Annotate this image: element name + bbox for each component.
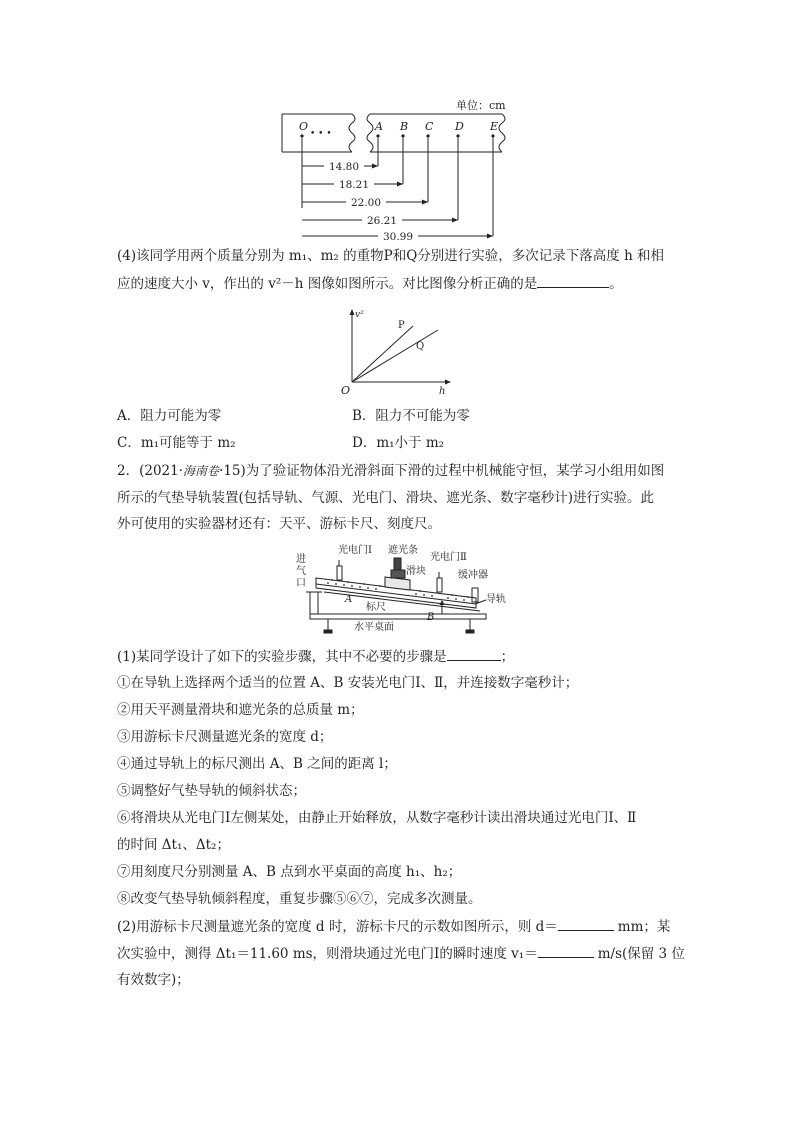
tape-distance-oc: 22.00 [350, 197, 382, 209]
q4-answer-blank[interactable] [537, 273, 609, 288]
tape-dots: • • • [310, 129, 332, 139]
q2-line-3: 外可使用的实验器材还有：天平、游标卡尺、刻度尺。 [117, 516, 441, 532]
q2-source: 海南卷 [183, 464, 220, 478]
part2-d-blank[interactable] [558, 916, 614, 931]
v2-h-graph [338, 306, 458, 398]
step-6-continued: 的时间 Δt₁、Δt₂； [117, 837, 230, 853]
apparatus-label-gate-1: 光电门Ⅰ [338, 545, 372, 556]
apparatus-label-slider: 滑块 [406, 566, 426, 577]
tape-distance-ab: 14.80 [328, 161, 360, 173]
part2-line-2-text: 次实验中，测得 Δt₁＝11.60 ms，则滑块通过光电门Ⅰ的瞬时速度 v₁＝ [117, 946, 538, 962]
part2-v1-blank[interactable] [538, 943, 594, 958]
tape-point-b: B [400, 120, 409, 133]
air-track-apparatus [290, 540, 512, 640]
v2-h-graph-origin: O [341, 384, 351, 397]
part1-answer-blank[interactable] [447, 646, 501, 661]
q2-number: 2．(2021· [117, 463, 184, 479]
option-b[interactable]: B．阻力不可能为零 [352, 408, 470, 424]
part1-intro-end: ； [500, 649, 515, 665]
part2-line-2 [117, 943, 685, 964]
v2-h-graph-y-label: v² [355, 310, 364, 320]
step-4: ④通过导轨上的标尺测出 A、B 之间的距离 l； [117, 756, 397, 772]
step-3: ③用游标卡尺测量遮光条的宽度 d； [117, 729, 333, 745]
step-7: ⑦用刻度尺分别测量 A、B 点到水平桌面的高度 h₁、h₂； [117, 864, 462, 880]
step-8: ⑧改变气垫导轨倾斜程度，重复步骤⑤⑥⑦，完成多次测量。 [117, 891, 482, 907]
part2-line-3: 有效数字)； [117, 972, 190, 988]
apparatus-label-shade: 遮光条 [388, 545, 418, 556]
step-2: ②用天平测量滑块和遮光条的总质量 m； [117, 702, 364, 718]
apparatus-label-rail: 导轨 [486, 594, 506, 605]
part2-line-2-end: m/s(保留 3 位 [597, 946, 685, 962]
part1-intro [117, 646, 514, 667]
part1-intro-text: (1)某同学设计了如下的实验步骤，其中不必要的步骤是 [117, 649, 447, 665]
v2-h-graph-series-q: Q [416, 341, 425, 352]
part2-line-1-text: (2)用游标卡尺测量遮光条的宽度 d 时，游标卡尺的示数如图所示，则 d＝ [117, 919, 558, 935]
tape-point-c: C [425, 120, 434, 133]
v2-h-graph-x-label: h [439, 386, 446, 397]
apparatus-label-inlet-1: 进 [296, 554, 306, 565]
apparatus-label-inlet-2: 气 [296, 566, 306, 577]
tape-point-o: O [299, 120, 309, 133]
apparatus-label-a: A [345, 594, 353, 605]
q4-line-1: (4)该同学用两个质量分别为 m₁、m₂ 的重物P和Q分别进行实验，多次记录下落高度 h 和相 [117, 248, 665, 264]
tape-distance-ob: 18.21 [338, 179, 370, 191]
tape-point-e: E [490, 120, 499, 133]
q4-line-2 [117, 273, 623, 294]
line-q [352, 330, 438, 382]
apparatus-label-table: 水平桌面 [354, 622, 394, 633]
option-c[interactable]: C．m₁可能等于 m₂ [117, 435, 236, 451]
paper-tape-figure [270, 96, 520, 244]
q2-line-1 [117, 461, 664, 481]
q2-line-1-text: ·15)为了验证物体沿光滑斜面下滑的过程中机械能守恒，某学习小组用如图 [219, 463, 665, 479]
tape-unit: 单位：cm [456, 99, 506, 112]
option-d[interactable]: D．m₁小于 m₂ [352, 435, 445, 451]
step-5: ⑤调整好气垫导轨的倾斜状态； [117, 783, 306, 799]
tape-distance-oe: 30.99 [382, 231, 414, 243]
tape-point-a: A [375, 120, 383, 133]
apparatus-label-gate-2: 光电门Ⅱ [430, 552, 467, 563]
apparatus-label-buffer: 缓冲器 [458, 570, 488, 581]
apparatus-label-inlet-3: 口 [296, 578, 306, 589]
tape-distance-od: 26.21 [366, 215, 398, 227]
v2-h-graph-series-p: P [398, 320, 405, 331]
part2-line-1-end: mm；某 [617, 919, 671, 935]
tape-point-d: D [455, 120, 464, 133]
part2-line-1 [117, 916, 670, 937]
q2-line-2: 所示的气垫导轨装置(包括导轨、气源、光电门、滑块、遮光条、数字毫秒计)进行实验。此 [117, 490, 655, 506]
apparatus-label-b: B [427, 612, 435, 623]
step-1: ①在导轨上选择两个适当的位置 A、B 安装光电门Ⅰ、Ⅱ，并连接数字毫秒计； [117, 675, 579, 691]
q4-line-2-end: 。 [609, 276, 623, 292]
option-a[interactable]: A．阻力可能为零 [117, 408, 222, 424]
q4-line-2-text: 应的速度大小 v，作出的 v²－h 图像如图所示。对比图像分析正确的是 [117, 276, 538, 292]
line-p [352, 326, 413, 382]
step-6: ⑥将滑块从光电门Ⅰ左侧某处，由静止开始释放，从数字毫秒计读出滑块通过光电门Ⅰ、Ⅱ [117, 810, 637, 826]
apparatus-label-ruler: 标尺 [366, 602, 386, 613]
